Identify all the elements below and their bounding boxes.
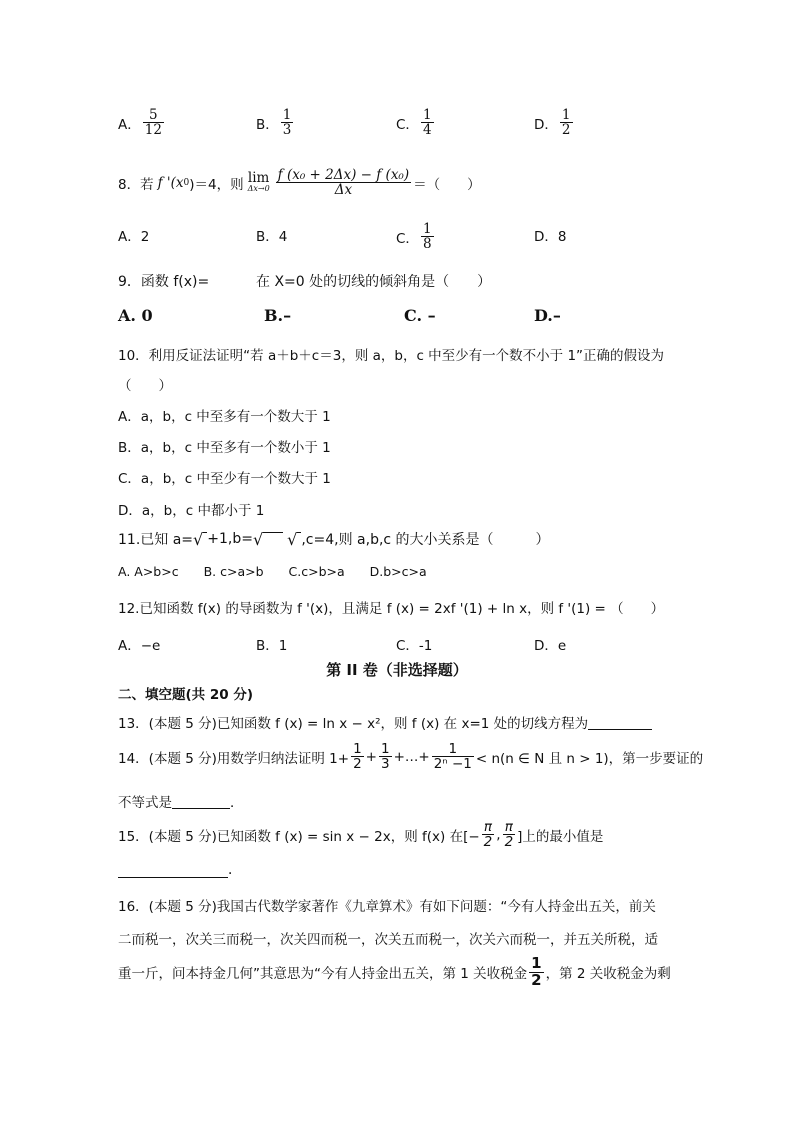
q9-option-b: B.– [264, 306, 292, 325]
q8-option-d: D．8 [534, 229, 567, 245]
q8-fraction: $\frac{\text{f (x₀ + 2Δx) − f (x₀)}}{\Delta x}$ [277, 167, 410, 199]
q9-option-c: C. – [404, 306, 436, 325]
sqrt-icon: √ [193, 529, 204, 549]
q8-option-b: B．4 [256, 229, 288, 245]
sqrt-icon: √ [252, 529, 264, 549]
q15-line2: . [118, 862, 232, 878]
q7-option-c: C． $\frac{1}{4}$ [396, 107, 432, 139]
q7-option-d: D． $\frac{1}{2}$ [534, 107, 571, 139]
q10-paren: （ ） [118, 378, 172, 394]
answer-blank [588, 715, 652, 730]
q11-stem: 11.已知 a= √ +1,b= √ √ ,c=4,则 a,b,c 的大小关系是（ ） [118, 529, 550, 549]
q10-option-b: B．a，b，c 中至多有一个数小于 1 [118, 440, 331, 456]
section-title: 第 II 卷（非选择题） [326, 661, 468, 679]
q9-option-d: D.– [534, 306, 561, 325]
q7-b-fraction: $\frac{1}{3}$ [282, 107, 292, 139]
q8-c-fraction: $\frac{1}{8}$ [422, 221, 432, 253]
q8-option-c: C． $\frac{1}{8}$ [396, 221, 432, 253]
q14-line1: 14．(本题 5 分)用数学归纳法证明 1+ $\frac{1}{2}$ + $\frac{1}{3}$ +…+ $\frac{1}{\text{2ⁿ −1}}$ < n(n ∈ N 且 n > 1)，第一步要证的 [118, 741, 704, 773]
q14-frac-2: $\frac{1}{3}$ [380, 741, 390, 773]
q9-option-a: A. 0 [118, 306, 153, 325]
q12-option-d: D．e [534, 638, 567, 654]
radical-bar [263, 532, 283, 547]
q13: 13．(本题 5 分)已知函数 f (x) = ln x − x²，则 f (x) 在 x=1 处的切线方程为 [118, 712, 652, 732]
q15-frac-1: $\frac{\pi}{2}$ [483, 819, 493, 851]
q7-option-b: B． $\frac{1}{3}$ [256, 107, 292, 139]
q15-line1: 15．(本题 5 分)已知函数 f (x) = sin x − 2x，则 f(x) 在[− $\frac{\pi}{2}$ , $\frac{\pi}{2}$ ]上的最小值是 [118, 819, 604, 851]
answer-blank [118, 863, 228, 878]
q16-line2: 二而税一，次关三而税一，次关四而税一，次关五而税一，次关六而税一，并五关所税，适 [118, 932, 658, 948]
q9-tail: 在 X=0 处的切线的倾斜角是（ ） [256, 274, 492, 290]
q8-option-a: A．2 [118, 229, 150, 245]
q14-line2: 不等式是 ． [118, 795, 244, 811]
q10-stem: 10．利用反证法证明“若 a＋b＋c＝3，则 a，b，c 中至少有一个数不小于 1”正确的假设为 [118, 348, 665, 364]
q9-prefix: 9．函数 f(x)= [118, 274, 210, 290]
q8-stem: 8．若 f '(x 0 )＝4，则 lim Δx→0 $\frac{\text{f (x₀ + 2Δx) − f (x₀)}}{\Delta x}$ ＝（ ） [118, 167, 481, 199]
q7-c-fraction: $\frac{1}{4}$ [422, 107, 432, 139]
q16-line3: 重一斤，问本持金几何”其意思为“今有人持金出五关，第 1 关收税金 $\frac{1}{2}$ ，第 2 关收税金为剩 [118, 954, 671, 989]
q7-a-fraction: $\frac{5}{12}$ [144, 107, 162, 139]
q12-option-c: C．-1 [396, 638, 433, 654]
q14-frac-1: $\frac{1}{2}$ [353, 741, 362, 773]
q16-fraction: $\frac{1}{2}$ [531, 954, 542, 989]
q10-option-c: C．a，b，c 中至少有一个数大于 1 [118, 471, 331, 487]
q14-frac-3: $\frac{1}{\text{2ⁿ −1}}$ [433, 741, 472, 773]
q12-option-b: B．1 [256, 638, 288, 654]
q12-option-a: A．−e [118, 638, 161, 654]
part2-heading: 二、填空题(共 20 分) [118, 687, 254, 703]
q8-limit: lim Δx→0 [247, 169, 270, 194]
q12-stem: 12.已知函数 f(x) 的导函数为 f '(x)，且满足 f (x) = 2xf '(1) + ln x，则 f '(1) = （ ） [118, 601, 665, 617]
q7-option-a: A． $\frac{5}{12}$ [118, 107, 162, 139]
q11-options: A. A>b>c B. c>a>b C.c>b>a D.b>c>a [118, 564, 427, 579]
q15-frac-2: $\frac{\pi}{2}$ [504, 819, 514, 851]
answer-blank [172, 794, 230, 809]
q10-option-a: A．a，b，c 中至多有一个数大于 1 [118, 409, 331, 425]
sqrt-icon: √ [287, 529, 298, 549]
q7-d-fraction: $\frac{1}{2}$ [561, 107, 571, 139]
q10-option-d: D．a，b，c 中都小于 1 [118, 503, 265, 519]
q16-line1: 16．(本题 5 分)我国古代数学家著作《九章算术》有如下问题：“今有人持金出五关，前关 [118, 899, 656, 915]
